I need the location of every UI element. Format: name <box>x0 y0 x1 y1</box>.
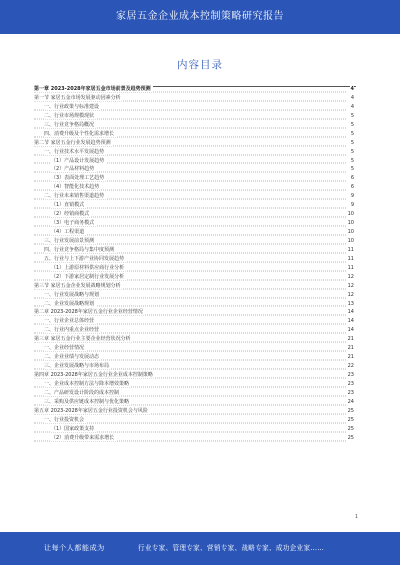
toc-entry-label: 二、企业发展战略规划 <box>44 300 95 307</box>
toc-entry[interactable] <box>34 85 354 94</box>
toc-entry-label: 第五章 2023-2028年家居五金行业投资机会与风险 <box>34 407 148 414</box>
toc-entry[interactable] <box>34 407 354 416</box>
toc-entry[interactable] <box>34 317 354 326</box>
toc-entry[interactable] <box>34 282 354 291</box>
toc-entry-page: 10 <box>347 220 354 227</box>
toc-entry[interactable] <box>34 139 354 148</box>
toc-entry[interactable] <box>34 237 354 246</box>
toc-entry-page: 12 <box>347 273 354 280</box>
toc-entry-label: 二、行业内重点企业经营 <box>44 327 100 334</box>
toc-entry[interactable] <box>34 228 354 237</box>
toc-entry[interactable] <box>34 219 354 228</box>
toc-entry[interactable] <box>34 353 354 362</box>
toc-entry-page: 13 <box>347 300 354 307</box>
toc-entry-label: 第三节 家居五金企业发展战略规划分析 <box>34 282 121 289</box>
toc-entry-label: 第三章 家居五金行业主要企业经营状况分析 <box>34 336 131 343</box>
toc-entry-label: 第四章 2023-2028年家居五金行业企业成本控制策略 <box>34 372 153 378</box>
toc-entry[interactable] <box>34 273 354 282</box>
toc-entry-page: 14 <box>347 309 354 316</box>
toc-entry-page: 4 <box>350 94 354 101</box>
toc-entry-label: 三、采购及供应链成本控制与优化策略 <box>44 398 130 405</box>
toc-entry[interactable] <box>34 210 354 219</box>
toc-heading: 内容目录 <box>177 59 223 71</box>
toc-entry-label: 二、行业市场规模现状 <box>44 112 95 119</box>
toc-entry-label: 一、企业经营情况 <box>44 345 85 352</box>
toc-entry-label: （2）经销商模式 <box>51 211 90 218</box>
toc-entry-label: 一、行业政策与标准建设 <box>44 103 100 110</box>
toc-entry-page: 10 <box>347 237 354 244</box>
toc-entry[interactable] <box>34 130 354 139</box>
toc-entry-label: （4）工程渠道 <box>51 229 85 235</box>
toc-entry-page: 21 <box>347 345 354 352</box>
toc-entry-page: 12 <box>347 282 354 289</box>
toc-entry-label: （1）国家政策支持 <box>51 425 95 432</box>
toc-entry-label: 五、行业与上下游产业协同发展趋势 <box>44 255 125 262</box>
toc-entry-page: 5 <box>350 112 354 119</box>
toc-entry-label: 一、行业发展战略与规划 <box>44 291 100 298</box>
toc-entry-page: 25 <box>347 407 354 414</box>
toc-entry-page: 11 <box>347 255 354 262</box>
toc-entry-page: 9 <box>350 202 354 209</box>
toc-entry[interactable] <box>34 192 354 201</box>
toc-entry-page: 21 <box>347 354 354 361</box>
toc-entry-page: 5 <box>350 166 354 173</box>
toc-entry-label: 一、行业企业总体经营 <box>44 318 95 325</box>
toc-entry-page: 23 <box>347 389 354 396</box>
toc-entry-page: 14 <box>347 318 354 325</box>
toc-entry[interactable] <box>34 416 354 425</box>
footer-tagline: 行业专家、管理专家、营销专家、战略专家、成功企业家…… <box>138 544 325 552</box>
toc-entry-label: 第一节 家居五金市场发展驱动因素分析 <box>34 94 121 101</box>
toc-entry-label: （3）表面处理工艺趋势 <box>51 175 105 182</box>
toc-entry[interactable] <box>34 121 354 130</box>
toc-entry-page: 11 <box>347 264 354 271</box>
toc-entry[interactable] <box>34 165 354 174</box>
toc-entry-page: 5 <box>350 139 354 146</box>
toc-entry-label: 一、行业投资机会 <box>44 416 85 423</box>
toc-entry-label: （2）下游家居定制行业发展分析 <box>51 273 125 280</box>
toc-entry-label: 第一章 2023-2028年家居五金市场前景及趋势预测 <box>34 86 151 92</box>
toc-entry[interactable] <box>34 300 354 309</box>
toc-entry-page: 23 <box>347 380 354 387</box>
toc-entry-label: 三、企业发展战略与市场布局 <box>44 363 110 370</box>
toc-entry-label: （2）产品材料趋势 <box>51 166 95 173</box>
toc-entry-page: 25 <box>347 425 354 432</box>
toc-entry-label: 二、产品研发设计阶段的成本控制 <box>44 389 120 396</box>
toc-entry[interactable] <box>34 246 354 255</box>
toc-entry-label: （3）电子商务模式 <box>51 220 95 227</box>
toc-entry[interactable] <box>34 389 354 398</box>
toc-entry-page: 5 <box>350 148 354 155</box>
toc-entry[interactable] <box>34 264 354 273</box>
toc-entry[interactable] <box>34 183 354 192</box>
toc-entry[interactable] <box>34 398 354 407</box>
toc-entry-page: 11 <box>347 246 354 253</box>
toc-entry-page: 25 <box>347 416 354 423</box>
report-title: 家居五金企业成本控制策略研究报告 <box>116 11 284 22</box>
toc-entry-label: 二、企业业绩与发展动态 <box>44 354 100 361</box>
toc-entry[interactable] <box>34 201 354 210</box>
toc-entry-page: 21 <box>347 336 354 343</box>
toc-entry[interactable] <box>34 371 354 380</box>
toc-entry-label: 四、消费升级及个性化需求增长 <box>44 130 115 137</box>
toc-entry-label: （1）直销模式 <box>51 202 85 209</box>
footer-slogan: 让每个人都能成为 <box>44 544 105 552</box>
toc-entry-label: 一、行业技术水平发展趋势 <box>44 148 105 155</box>
toc-entry[interactable] <box>34 344 354 353</box>
toc-entry[interactable] <box>34 380 354 389</box>
toc-entry-label: 第二节 家居五金行业发展趋势预测 <box>34 139 111 146</box>
toc-entry-label: （4）智能化技术趋势 <box>51 184 100 191</box>
toc-entry-page: 4 <box>350 86 354 92</box>
toc-entry-page: 25 <box>347 434 354 441</box>
toc-entry-label: （1）上游原材料供应商行业分析 <box>51 264 125 271</box>
table-of-contents <box>34 85 354 443</box>
toc-entry[interactable] <box>34 335 354 344</box>
toc-entry-page: 10 <box>347 211 354 218</box>
toc-entry-label: 第二章 2023-2028年家居五金行业企业经营情况 <box>34 309 143 316</box>
toc-entry-label: 四、行业竞争格局与集中度预测 <box>44 246 115 253</box>
toc-entry-page: 24 <box>347 398 354 405</box>
toc-entry-page: 23 <box>347 372 354 378</box>
toc-entry[interactable] <box>34 425 354 434</box>
toc-entry[interactable] <box>34 326 354 335</box>
header-bar <box>0 0 400 34</box>
toc-entry-label: （2）消费升级带来需求增长 <box>51 434 115 441</box>
toc-entry[interactable] <box>34 103 354 112</box>
toc-entry-page: 22 <box>347 363 354 370</box>
toc-entry-label: （1）产品设计发展趋势 <box>51 157 105 164</box>
toc-entry[interactable] <box>34 291 354 300</box>
toc-entry[interactable] <box>34 255 354 264</box>
page-number: 1 <box>354 514 358 520</box>
toc-entry[interactable] <box>34 148 354 157</box>
toc-entry[interactable] <box>34 94 354 103</box>
toc-entry[interactable] <box>34 157 354 166</box>
toc-entry-page: 12 <box>347 291 354 298</box>
toc-entry-label: 三、行业竞争格局概况 <box>44 121 95 128</box>
toc-entry-page: 9 <box>350 193 354 200</box>
footer-bar <box>0 532 400 565</box>
toc-entry-label: 三、行业发展前景预测 <box>44 237 95 244</box>
toc-entry[interactable] <box>34 174 354 183</box>
toc-entry-page: 14 <box>347 327 354 334</box>
toc-entry-page: 10 <box>347 229 354 235</box>
toc-entry[interactable] <box>34 308 354 317</box>
toc-entry[interactable] <box>34 362 354 371</box>
toc-entry[interactable] <box>34 112 354 121</box>
toc-entry-label: 二、行业未来销售渠道趋势 <box>44 193 105 200</box>
toc-entry-page: 5 <box>350 130 354 137</box>
toc-entry-page: 5 <box>350 121 354 128</box>
toc-entry-page: 6 <box>350 175 354 182</box>
toc-entry-page: 6 <box>350 184 354 191</box>
toc-entry-page: 4 <box>350 103 354 110</box>
toc-entry[interactable] <box>34 434 354 443</box>
toc-entry-page: 5 <box>350 157 354 164</box>
toc-entry-label: 一、企业成本控制方法与降本增效策略 <box>44 380 130 387</box>
